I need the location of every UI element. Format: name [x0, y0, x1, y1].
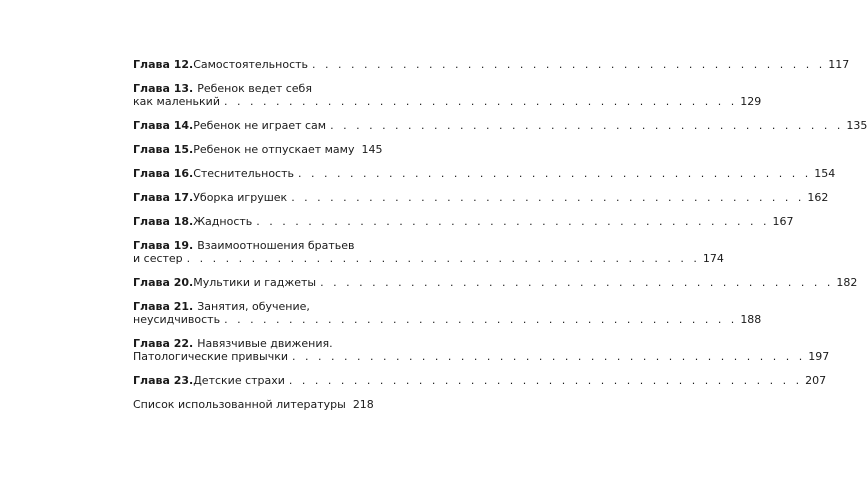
- page-number: 174: [702, 252, 724, 265]
- toc-entry[interactable]: [133, 239, 724, 265]
- chapter-title: Ребенок ведет себя: [197, 82, 312, 95]
- leader-dots: . . . . . . . . . . . . . . . . . . . . . . . . . . . . . . . . . . . . . . . .: [288, 374, 803, 387]
- toc-entry-line: [133, 119, 867, 132]
- leader-dots: . . . . . . . . . . . . . . . . . . . . . . . . . . . . . . . . . . . . . . . .: [312, 58, 826, 71]
- leader-dots: . . . . . . . . . . . . . . . . . . . . . . . . . . . . . . . . . . . . . . . .: [291, 191, 805, 204]
- toc-entry[interactable]: [133, 276, 858, 289]
- toc-entry-line: [133, 167, 836, 180]
- leader-dots: . . . . . . . . . . . . . . . . . . . . . . . . . . . . . . . . . . . . . . . .: [224, 313, 738, 326]
- toc-entry-line: [133, 350, 830, 363]
- chapter-title: как маленький: [133, 95, 220, 108]
- toc-entry-line: [133, 95, 762, 108]
- chapter-title: Патологические привычки: [133, 350, 288, 363]
- chapter-label: Глава 12.: [133, 58, 194, 71]
- chapter-label: Глава 23.: [133, 374, 194, 387]
- chapter-label: Глава 22.: [133, 337, 194, 350]
- toc-entry-line: [133, 313, 762, 326]
- toc-entry[interactable]: [133, 167, 836, 180]
- toc-entry-line: [133, 300, 370, 313]
- toc-entry[interactable]: [133, 300, 762, 326]
- chapter-label: Глава 15.: [133, 143, 194, 156]
- toc-entry[interactable]: [133, 119, 867, 132]
- chapter-label: Глава 20.: [133, 276, 194, 289]
- page-number: 145: [361, 143, 383, 156]
- leader-dots: . . . . . . . . . . . . . . . . . . . . . . . . . . . . . . . . . . . . . . . .: [223, 95, 738, 108]
- page-number: 182: [836, 276, 858, 289]
- page-number: 218: [352, 398, 374, 411]
- page-number: 117: [828, 58, 850, 71]
- leader-dots: . . . . . . . . . . . . . . . . . . . . . . . . . . . . . . . . . . . . . . . .: [292, 350, 806, 363]
- page-number: 154: [814, 167, 836, 180]
- toc-entry-line: [133, 252, 724, 265]
- toc-entry-line: [133, 215, 794, 228]
- toc-entry-line: [133, 82, 370, 95]
- chapter-title: Жадность: [193, 215, 253, 228]
- toc-entry-line: [133, 337, 370, 350]
- chapter-title: Самостоятельность: [193, 58, 309, 71]
- toc-entry-line: [133, 58, 850, 71]
- chapter-title: Мультики и гаджеты: [193, 276, 317, 289]
- page-number: 188: [740, 313, 762, 326]
- chapter-title: Детские страхи: [193, 374, 285, 387]
- leader-dots: . . . . . . . . . . . . . . . . . . . . . . . . . . . . . . . . . . . . . . . .: [330, 119, 844, 132]
- page-number: 167: [772, 215, 794, 228]
- toc-entry-line: [133, 276, 858, 289]
- page-number: 162: [807, 191, 829, 204]
- leader-dots: . . . . . . . . . . . . . . . . . . . . . . . . . . . . . . . . . . . . . . . .: [256, 215, 770, 228]
- page-number: 129: [740, 95, 762, 108]
- toc-entry[interactable]: [133, 143, 383, 156]
- page-number: 135: [846, 119, 867, 132]
- toc-entry[interactable]: [133, 191, 829, 204]
- chapter-title: Занятия, обучение,: [197, 300, 310, 313]
- chapter-label: Глава 14.: [133, 119, 194, 132]
- chapter-label: Глава 17.: [133, 191, 194, 204]
- toc-entry-line: [133, 191, 829, 204]
- toc-entry[interactable]: [133, 215, 794, 228]
- toc-entry[interactable]: [133, 58, 850, 71]
- chapter-title: и сестер: [133, 252, 183, 265]
- chapter-title: Взаимоотношения братьев: [197, 239, 355, 252]
- chapter-title: Ребенок не отпускает маму: [193, 143, 355, 156]
- chapter-label: Глава 16.: [133, 167, 194, 180]
- toc-entry[interactable]: [133, 398, 374, 411]
- toc-entry-line: [133, 398, 374, 411]
- toc-entry-line: [133, 143, 383, 156]
- chapter-title: Стеснительность: [193, 167, 294, 180]
- chapter-label: Глава 21.: [133, 300, 194, 313]
- chapter-label: Глава 19.: [133, 239, 194, 252]
- table-of-contents: [133, 58, 867, 422]
- toc-entry[interactable]: [133, 82, 762, 108]
- leader-dots: . . . . . . . . . . . . . . . . . . . . . . . . . . . . . . . . . . . . . . . .: [298, 167, 812, 180]
- chapter-label: Глава 18.: [133, 215, 194, 228]
- chapter-title: Список использованной литературы: [133, 398, 346, 411]
- leader-dots: . . . . . . . . . . . . . . . . . . . . . . . . . . . . . . . . . . . . . . . .: [320, 276, 834, 289]
- toc-entry-line: [133, 374, 827, 387]
- page-number: 197: [808, 350, 830, 363]
- chapter-title: Ребенок не играет сам: [193, 119, 327, 132]
- leader-dots: . . . . . . . . . . . . . . . . . . . . . . . . . . . . . . . . . . . . . . . .: [186, 252, 700, 265]
- chapter-title: неусидчивость: [133, 313, 221, 326]
- toc-entry[interactable]: [133, 374, 827, 387]
- chapter-label: Глава 13.: [133, 82, 194, 95]
- chapter-title: Навязчивые движения.: [197, 337, 333, 350]
- chapter-title: Уборка игрушек: [193, 191, 288, 204]
- page-number: 207: [805, 374, 827, 387]
- toc-entry[interactable]: [133, 337, 830, 363]
- toc-entry-line: [133, 239, 370, 252]
